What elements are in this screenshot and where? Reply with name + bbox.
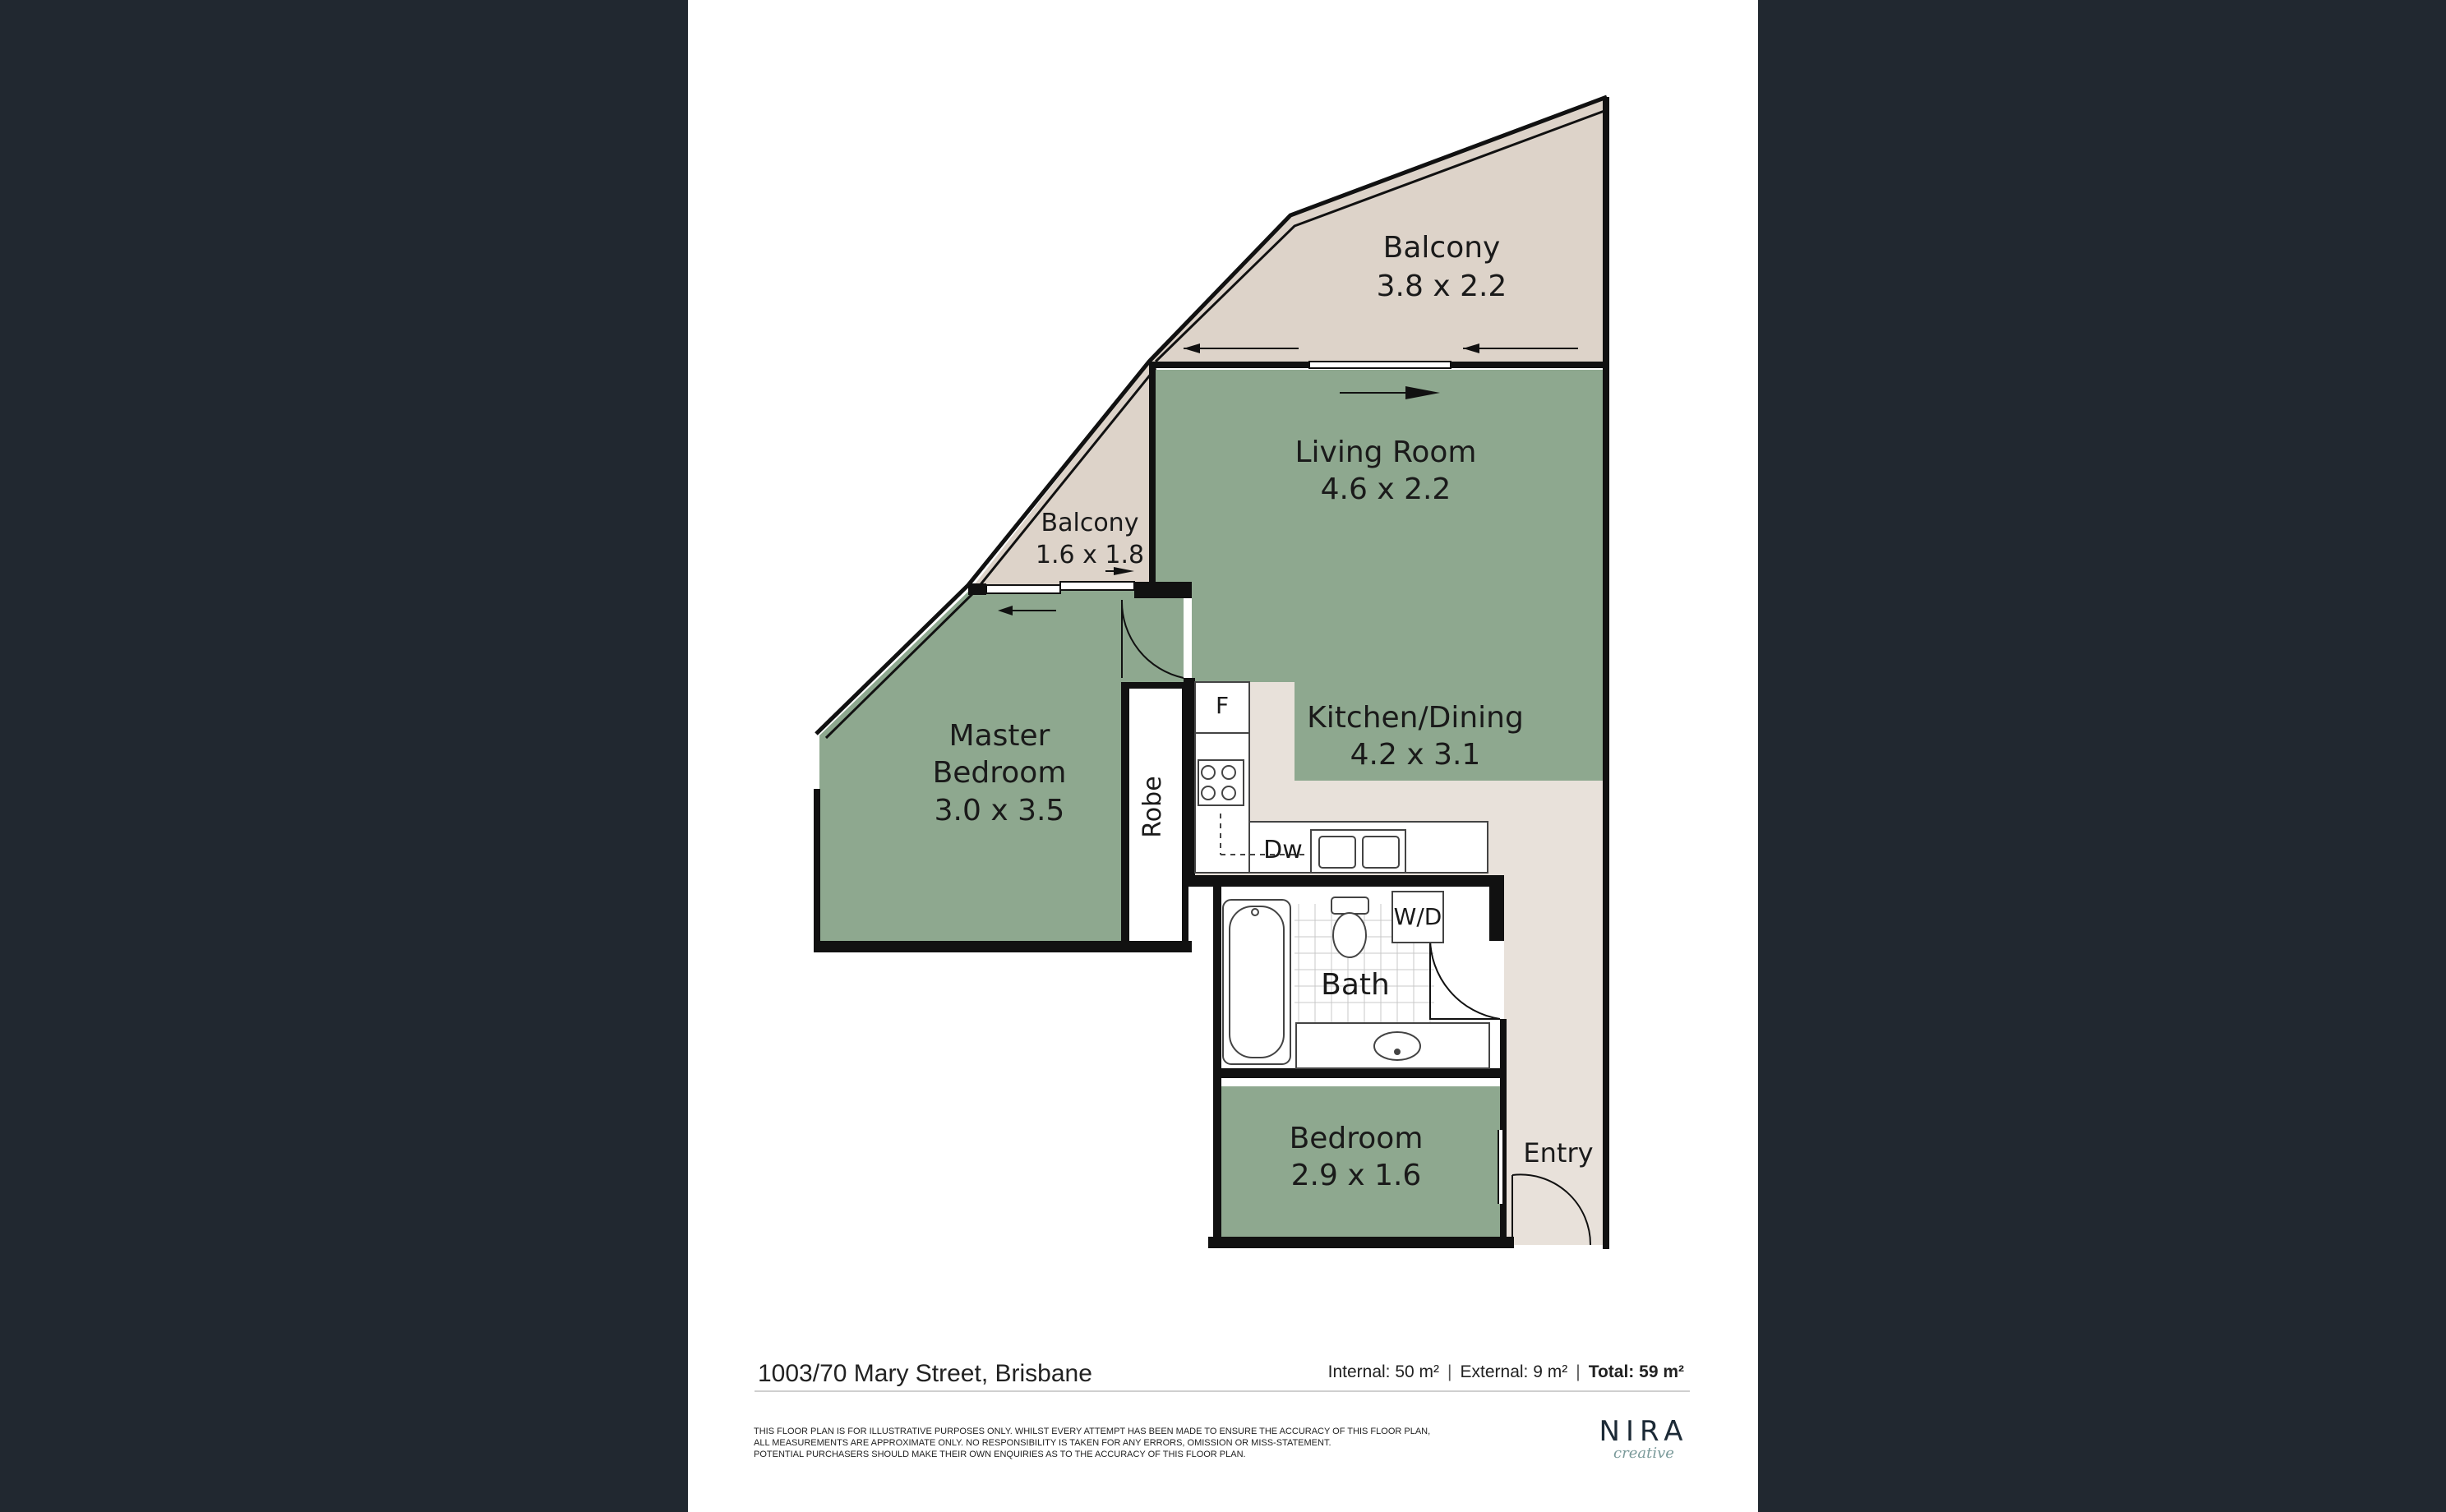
total-area: Total: 59 m²: [1588, 1362, 1684, 1381]
disclaimer-line: THIS FLOOR PLAN IS FOR ILLUSTRATIVE PURPOSES ONLY. WHILST EVERY ATTEMPT HAS BEEN MADE TO ENSURE THE ACCURACY OF THIS FLOOR PLAN,: [754, 1427, 1431, 1436]
brand-name: NIRA: [1599, 1415, 1689, 1448]
fridge-label: F: [1215, 692, 1230, 719]
master-bedroom-dims: 3.0 x 3.5: [934, 794, 1065, 827]
area-separator: |: [1447, 1362, 1452, 1381]
disclaimer-text: [754, 1426, 1510, 1460]
external-area: External: 9 m²: [1460, 1362, 1568, 1381]
master-bedroom-name-1: Master: [948, 719, 1050, 753]
robe-label: Robe: [1138, 776, 1167, 838]
balcony-main-name: Balcony: [1382, 231, 1501, 265]
property-address: 1003/70 Mary Street, Brisbane: [758, 1360, 1092, 1387]
bedroom-dims: 2.9 x 1.6: [1290, 1159, 1422, 1192]
washer-dryer-label: W/D: [1393, 903, 1442, 930]
area-summary: [1328, 1362, 1684, 1382]
master-bedroom-name-2: Bedroom: [932, 756, 1067, 790]
disclaimer-line: ALL MEASUREMENTS ARE APPROXIMATE ONLY. NO RESPONSIBILITY IS TAKEN FOR ANY ERRORS, OMISSION OR MISS-STATEMENT.: [754, 1438, 1331, 1448]
bath-label: Bath: [1321, 968, 1390, 1002]
internal-area: Internal: 50 m²: [1327, 1362, 1440, 1381]
living-room-name: Living Room: [1295, 436, 1477, 469]
balcony-small-name: Balcony: [1041, 509, 1139, 537]
dishwasher-label: Dw: [1263, 836, 1303, 864]
area-separator: |: [1576, 1362, 1581, 1381]
balcony-main-dims: 3.8 x 2.2: [1376, 270, 1507, 303]
living-room-dims: 4.6 x 2.2: [1320, 472, 1451, 506]
kitchen-dims: 4.2 x 3.1: [1350, 738, 1481, 772]
disclaimer-line: POTENTIAL PURCHASERS SHOULD MAKE THEIR OWN ENQUIRIES AS TO THE ACCURACY OF THIS FLOOR PLAN.: [754, 1450, 1246, 1459]
balcony-small-dims: 1.6 x 1.8: [1035, 541, 1145, 569]
kitchen-name: Kitchen/Dining: [1307, 701, 1524, 735]
balcony-main-floor: [1149, 99, 1607, 364]
footer-divider: [755, 1390, 1690, 1392]
bedroom-name: Bedroom: [1289, 1122, 1424, 1155]
brand-logo: [1595, 1415, 1693, 1462]
entry-label: Entry: [1523, 1137, 1594, 1169]
entry-floor: [1504, 875, 1603, 1245]
brand-tagline: creative: [1613, 1445, 1674, 1462]
